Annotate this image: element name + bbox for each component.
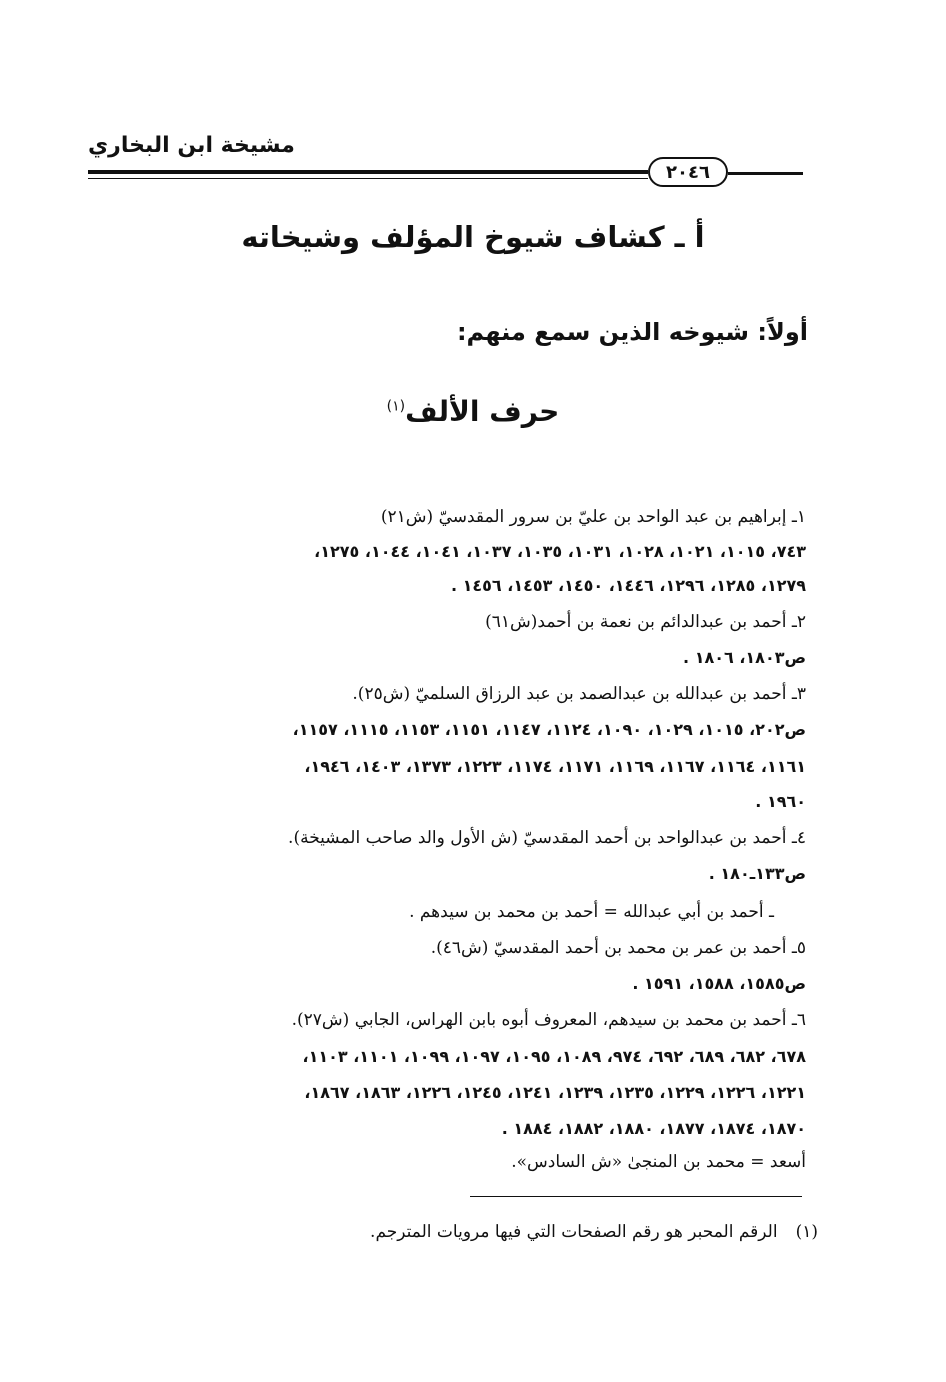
main-heading: أ ـ كشاف شيوخ المؤلف وشيخاته	[241, 220, 705, 254]
header-rule-thick	[88, 170, 648, 174]
header-rule-right	[728, 172, 803, 175]
page-number-text: ٢٠٤٦	[666, 161, 710, 183]
entry-pages-line: ٧٤٣، ١٠١٥، ١٠٢١، ١٠٢٨، ١٠٣١، ١٠٣٥، ١٠٣٧، ١٠٤١، ١٠٤٤، ١٢٧٥،	[314, 542, 806, 561]
footnote	[370, 1222, 818, 1242]
cross-reference: أسعد = محمد بن المنجىٰ «ش السادس».	[511, 1152, 806, 1172]
footnote-reference: (١)	[386, 398, 406, 415]
entry-name: ٣ـ أحمد بن عبدالله بن عبدالصمد بن عبد الرزاق السلميّ (ش٢٥).	[352, 684, 806, 704]
entry-pages-line: ص١٥٨٥، ١٥٨٨، ١٥٩١ .	[632, 974, 806, 993]
entry-pages-line: ص١٣٣ـ١٨٠ .	[708, 864, 806, 883]
footnote-text: الرقم المحبر هو رقم الصفحات التي فيها مرويات المترجم.	[370, 1222, 778, 1242]
entry-pages-line: ١٩٦٠ .	[755, 792, 806, 811]
entry-pages-line: ١٢٧٩، ١٢٨٥، ١٢٩٦، ١٤٤٦، ١٤٥٠، ١٤٥٣، ١٤٥٦ .	[450, 576, 806, 595]
entry-pages-line: ١٨٧٠، ١٨٧٤، ١٨٧٧، ١٨٨٠، ١٨٨٢، ١٨٨٤ .	[501, 1119, 806, 1138]
entry-pages-line: ٦٧٨، ٦٨٢، ٦٨٩، ٦٩٢، ٩٧٤، ١٠٨٩، ١٠٩٥، ١٠٩٧، ١٠٩٩، ١١٠١، ١١٠٣،	[302, 1047, 806, 1066]
entry-name: ٢ـ أحمد بن عبدالدائم بن نعمة بن أحمد(ش٦١)	[485, 612, 806, 632]
footnote-marker: (١)	[795, 1222, 818, 1242]
letter-heading	[0, 395, 946, 428]
entry-pages-line: ص١٨٠٣، ١٨٠٦ .	[683, 648, 806, 667]
entry-name: ٦ـ أحمد بن محمد بن سيدهم، المعروف أبوه بابن الهراس، الجابي (ش٢٧).	[291, 1010, 806, 1030]
entry-name: ٤ـ أحمد بن عبدالواحد بن أحمد المقدسيّ (ش الأول والد صاحب المشيخة).	[288, 828, 806, 848]
section-heading: أولاً: شيوخه الذين سمع منهم:	[456, 318, 808, 346]
entry-pages-line: ١١٦١، ١١٦٤، ١١٦٧، ١١٦٩، ١١٧١، ١١٧٤، ١٢٢٣، ١٣٧٣، ١٤٠٣، ١٩٤٦،	[304, 757, 806, 776]
entry-pages-line: ١٢٢١، ١٢٢٦، ١٢٢٩، ١٢٣٥، ١٢٣٩، ١٢٤١، ١٢٤٥، ١٢٢٦، ١٨٦٣، ١٨٦٧،	[304, 1083, 806, 1102]
page-number	[648, 157, 728, 187]
footnote-separator	[470, 1196, 802, 1197]
letter-heading-text: حرف الألف	[405, 395, 560, 428]
entry-name: ١ـ إبراهيم بن عبد الواحد بن عليّ بن سرور المقدسيّ (ش٢١)	[380, 507, 806, 527]
running-title: مشيخة ابن البخاري	[88, 133, 295, 158]
header-rule-thin	[88, 178, 648, 179]
entry-pages-line: ص٢٠٢، ١٠١٥، ١٠٢٩، ١٠٩٠، ١١٢٤، ١١٤٧، ١١٥١، ١١٥٣، ١١١٥، ١١٥٧،	[292, 720, 806, 739]
entry-name: ٥ـ أحمد بن عمر بن محمد بن أحمد المقدسيّ (ش٤٦).	[430, 938, 806, 958]
cross-reference: ـ أحمد بن أبي عبدالله = أحمد بن محمد بن سيدهم .	[409, 902, 774, 922]
